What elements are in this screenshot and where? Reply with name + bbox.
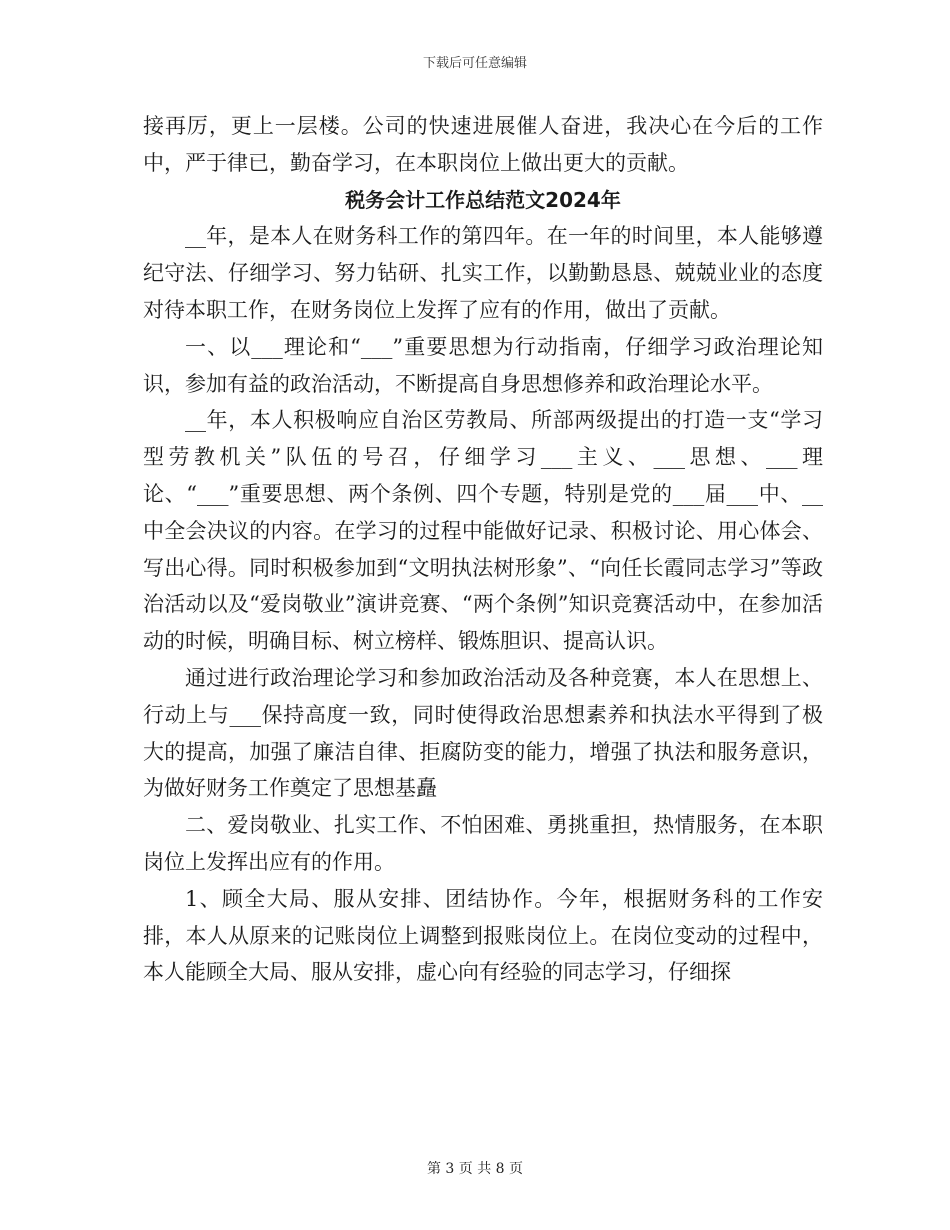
page-header: 下载后可任意编辑 <box>422 56 527 71</box>
document-title: 税务会计工作总结范文2024年 <box>345 187 621 212</box>
paragraph: 接再厉，更上一层楼。公司的快速进展催人奋进，我决心在今后的工作中，严于律已，勤奋学习，在本职岗位上做出更大的贡献。 <box>143 114 823 175</box>
paragraph: 一、以___理论和“___”重要思想为行动指南，仔细学习政治理论知识，参加有益的政治活动，不断提高自身思想修养和政治理论水平。 <box>143 334 823 396</box>
paragraph: __年，是本人在财务科工作的第四年。在一年的时间里，本人能够遵纪守法、仔细学习、努力钻研、扎实工作，以勤勤恳恳、兢兢业业的态度对待本职工作，在财务岗位上发挥了应有的作用，做出了贡献。 <box>143 224 823 322</box>
document-body <box>143 108 823 991</box>
paragraph: 二、爱岗敬业、扎实工作、不怕困难、勇挑重担，热情服务，在本职岗位上发挥出应有的作用。 <box>143 813 823 874</box>
paragraph: 通过进行政治理论学习和参加政治活动及各种竞赛，本人在思想上、行动上与___保持高度一致，同时使得政治思想素养和执法水平得到了极大的提高，加强了廉洁自律、拒腐防变的能力，增强了执法和服务意识，为做好财务工作奠定了思想基矗 <box>143 665 823 801</box>
paragraph: __年，本人积极响应自治区劳教局、所部两级提出的打造一支“学习型劳教机关”队伍的号召，仔细学习___主义、___思想、___理论、“___”重要思想、两个条例、四个专题，特别是党的___届___中、__中全会决议的内容。在学习的过程中能做好记录、积极讨论、用心体会、写出心得。同时积极参加到“文明执法树形象”、“向任长霞同志学习”等政治活动以及“爱岗敬业”演讲竞赛、“两个条例”知识竞赛活动中，在参加活动的时候，明确目标、树立榜样、锻炼胆识、提高认识。 <box>143 408 823 654</box>
page-footer: 第 3 页 共 8 页 <box>426 1161 524 1177</box>
paragraph: 1、顾全大局、服从安排、团结协作。今年，根据财务科的工作安排，本人从原来的记账岗位上调整到报账岗位上。在岗位变动的过程中，本人能顾全大局、服从安排，虚心向有经验的同志学习，仔细探 <box>143 886 823 985</box>
